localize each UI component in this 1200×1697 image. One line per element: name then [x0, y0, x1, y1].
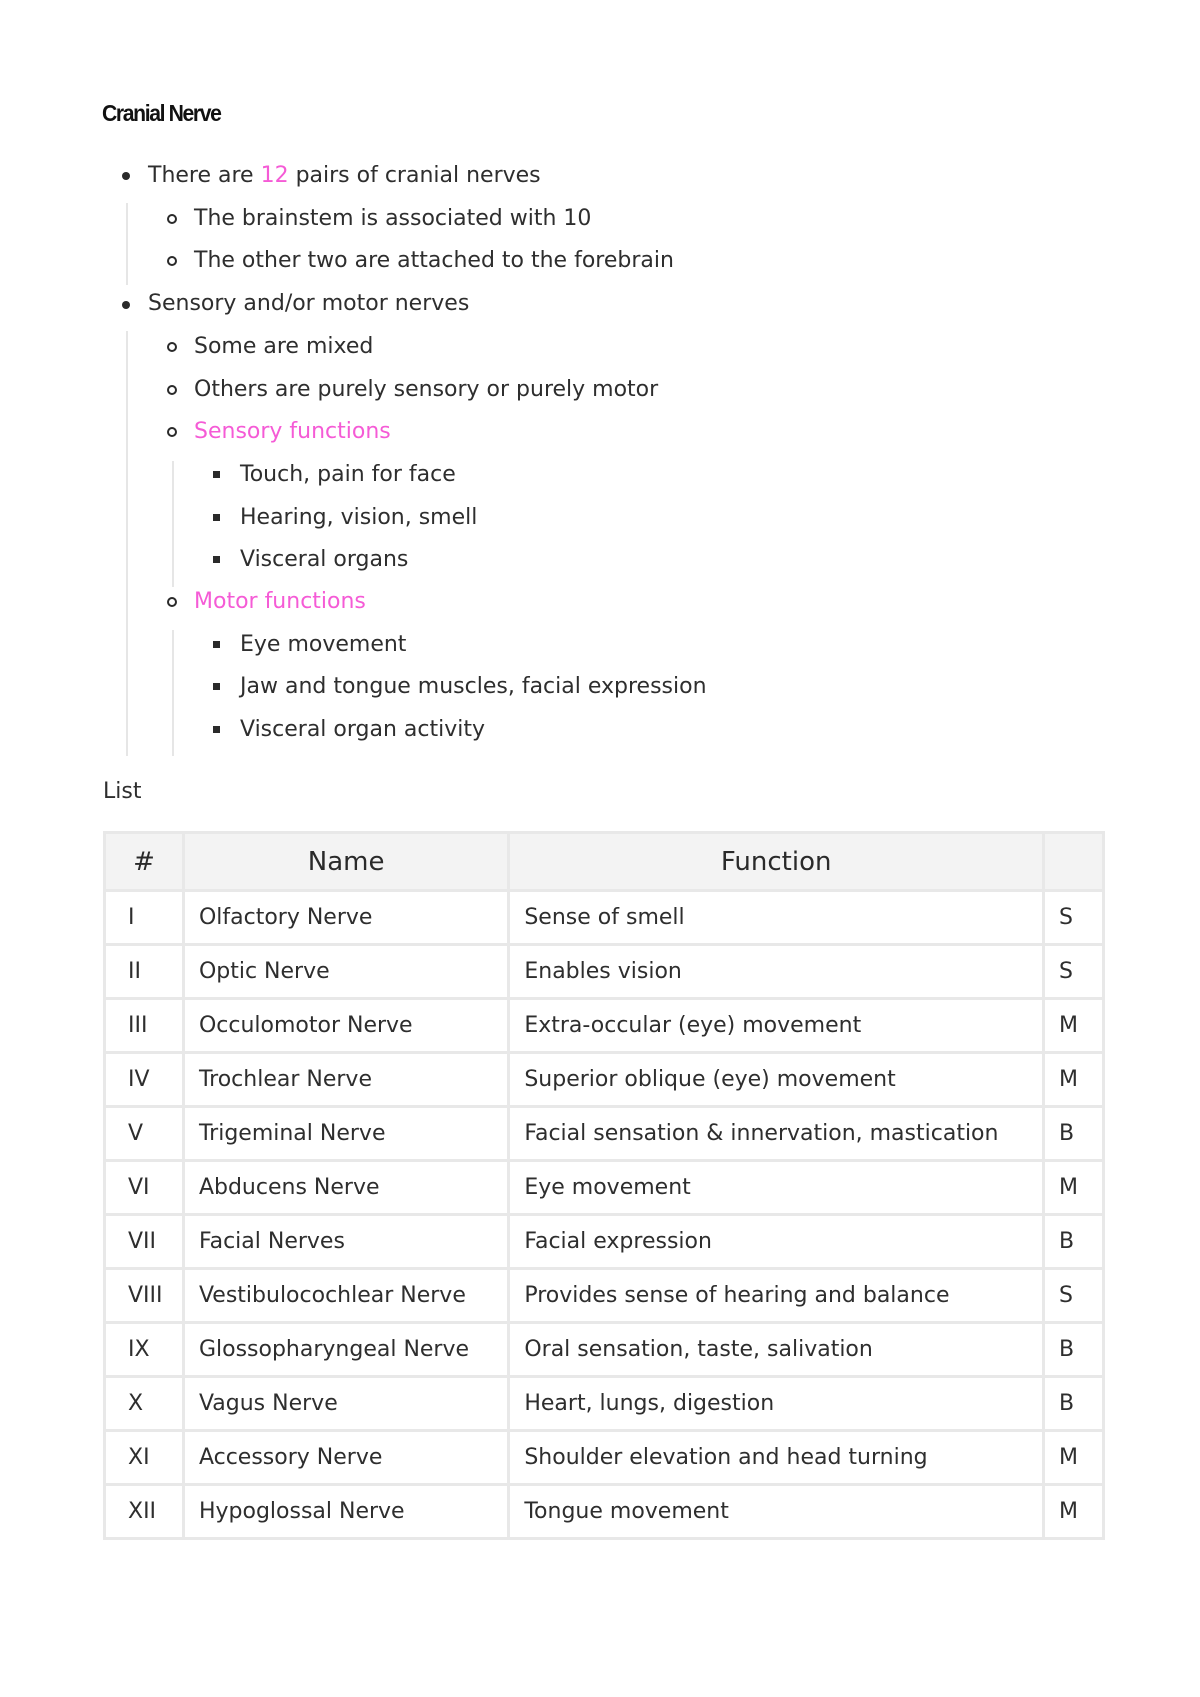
cell-name: Trigeminal Nerve	[183, 1107, 508, 1161]
cell-number: II	[105, 945, 184, 999]
table-row	[105, 999, 1104, 1053]
page-title: Cranial Nerve	[102, 100, 221, 126]
cell-type: S	[1044, 1269, 1104, 1323]
list-item: The other two are attached to the forebrain	[194, 248, 674, 273]
list-item: Eye movement	[240, 632, 407, 657]
square-bullet-icon	[213, 471, 220, 478]
outline-guide	[126, 203, 128, 285]
cell-function: Tongue movement	[509, 1485, 1044, 1539]
table-row	[105, 1377, 1104, 1431]
square-bullet-icon	[213, 514, 220, 521]
circle-bullet-icon	[167, 256, 177, 266]
list-item: Some are mixed	[194, 334, 374, 359]
disc-bullet-icon	[122, 172, 130, 180]
circle-bullet-icon	[167, 342, 177, 352]
cell-number: V	[105, 1107, 184, 1161]
square-bullet-icon	[213, 726, 220, 733]
outline-guide	[172, 630, 174, 756]
list-item: Hearing, vision, smell	[240, 505, 478, 530]
table-row	[105, 945, 1104, 999]
list-item: Sensory and/or motor nerves	[148, 291, 470, 316]
outline-guide	[172, 461, 174, 587]
cell-type: M	[1044, 1161, 1104, 1215]
list-item: The brainstem is associated with 10	[194, 206, 592, 231]
cell-function: Facial expression	[509, 1215, 1044, 1269]
table-row	[105, 1215, 1104, 1269]
square-bullet-icon	[213, 683, 220, 690]
motor-functions-heading: Motor functions	[194, 589, 366, 614]
table-row	[105, 891, 1104, 945]
cell-function: Sense of smell	[509, 891, 1044, 945]
cell-number: I	[105, 891, 184, 945]
column-header-function: Function	[509, 833, 1044, 891]
cell-function: Heart, lungs, digestion	[509, 1377, 1044, 1431]
cell-number: VI	[105, 1161, 184, 1215]
list-item: Jaw and tongue muscles, facial expression	[240, 674, 707, 699]
cell-function: Extra-occular (eye) movement	[509, 999, 1044, 1053]
cell-number: IV	[105, 1053, 184, 1107]
cell-type: B	[1044, 1377, 1104, 1431]
table-row	[105, 1107, 1104, 1161]
cell-name: Occulomotor Nerve	[183, 999, 508, 1053]
cell-type: S	[1044, 945, 1104, 999]
cell-name: Hypoglossal Nerve	[183, 1485, 508, 1539]
cell-number: X	[105, 1377, 184, 1431]
list-item-text: pairs of cranial nerves	[288, 163, 541, 188]
list-item: Visceral organ activity	[240, 717, 485, 742]
cell-name: Vestibulocochlear Nerve	[183, 1269, 508, 1323]
highlight-number: 12	[260, 163, 289, 188]
cranial-nerve-table	[103, 831, 1105, 1540]
cell-number: VII	[105, 1215, 184, 1269]
circle-bullet-icon	[167, 597, 177, 607]
square-bullet-icon	[213, 556, 220, 563]
cell-number: XII	[105, 1485, 184, 1539]
cell-function: Shoulder elevation and head turning	[509, 1431, 1044, 1485]
outline-guide	[126, 331, 128, 756]
list-item: Others are purely sensory or purely motor	[194, 377, 659, 402]
cell-number: XI	[105, 1431, 184, 1485]
cell-number: III	[105, 999, 184, 1053]
list-item: Visceral organs	[240, 547, 409, 572]
cell-function: Eye movement	[509, 1161, 1044, 1215]
table-row	[105, 1269, 1104, 1323]
column-header-number: #	[105, 833, 184, 891]
cell-type: M	[1044, 1053, 1104, 1107]
cell-type: B	[1044, 1215, 1104, 1269]
list-heading: List	[103, 779, 142, 804]
cell-type: M	[1044, 1431, 1104, 1485]
cell-name: Accessory Nerve	[183, 1431, 508, 1485]
cell-type: S	[1044, 891, 1104, 945]
cell-name: Optic Nerve	[183, 945, 508, 999]
cell-function: Provides sense of hearing and balance	[509, 1269, 1044, 1323]
cell-name: Glossopharyngeal Nerve	[183, 1323, 508, 1377]
table-row	[105, 1323, 1104, 1377]
cell-number: IX	[105, 1323, 184, 1377]
cell-name: Facial Nerves	[183, 1215, 508, 1269]
sensory-functions-heading: Sensory functions	[194, 419, 391, 444]
cell-number: VIII	[105, 1269, 184, 1323]
circle-bullet-icon	[167, 427, 177, 437]
cell-type: M	[1044, 1485, 1104, 1539]
cell-type: B	[1044, 1323, 1104, 1377]
circle-bullet-icon	[167, 385, 177, 395]
cell-name: Olfactory Nerve	[183, 891, 508, 945]
disc-bullet-icon	[122, 301, 130, 309]
table-row	[105, 1161, 1104, 1215]
cell-name: Abducens Nerve	[183, 1161, 508, 1215]
list-item	[148, 162, 541, 190]
column-header-type	[1044, 833, 1104, 891]
cell-name: Trochlear Nerve	[183, 1053, 508, 1107]
table-row	[105, 1053, 1104, 1107]
table-header-row	[105, 833, 1104, 891]
list-item-text: There are	[148, 163, 261, 188]
cell-type: M	[1044, 999, 1104, 1053]
table-row	[105, 1431, 1104, 1485]
column-header-name: Name	[183, 833, 508, 891]
cell-name: Vagus Nerve	[183, 1377, 508, 1431]
cell-function: Enables vision	[509, 945, 1044, 999]
list-item: Touch, pain for face	[240, 462, 456, 487]
square-bullet-icon	[213, 641, 220, 648]
cell-function: Superior oblique (eye) movement	[509, 1053, 1044, 1107]
cell-function: Oral sensation, taste, salivation	[509, 1323, 1044, 1377]
cell-type: B	[1044, 1107, 1104, 1161]
cell-function: Facial sensation & innervation, mastication	[509, 1107, 1044, 1161]
table-row	[105, 1485, 1104, 1539]
circle-bullet-icon	[167, 214, 177, 224]
